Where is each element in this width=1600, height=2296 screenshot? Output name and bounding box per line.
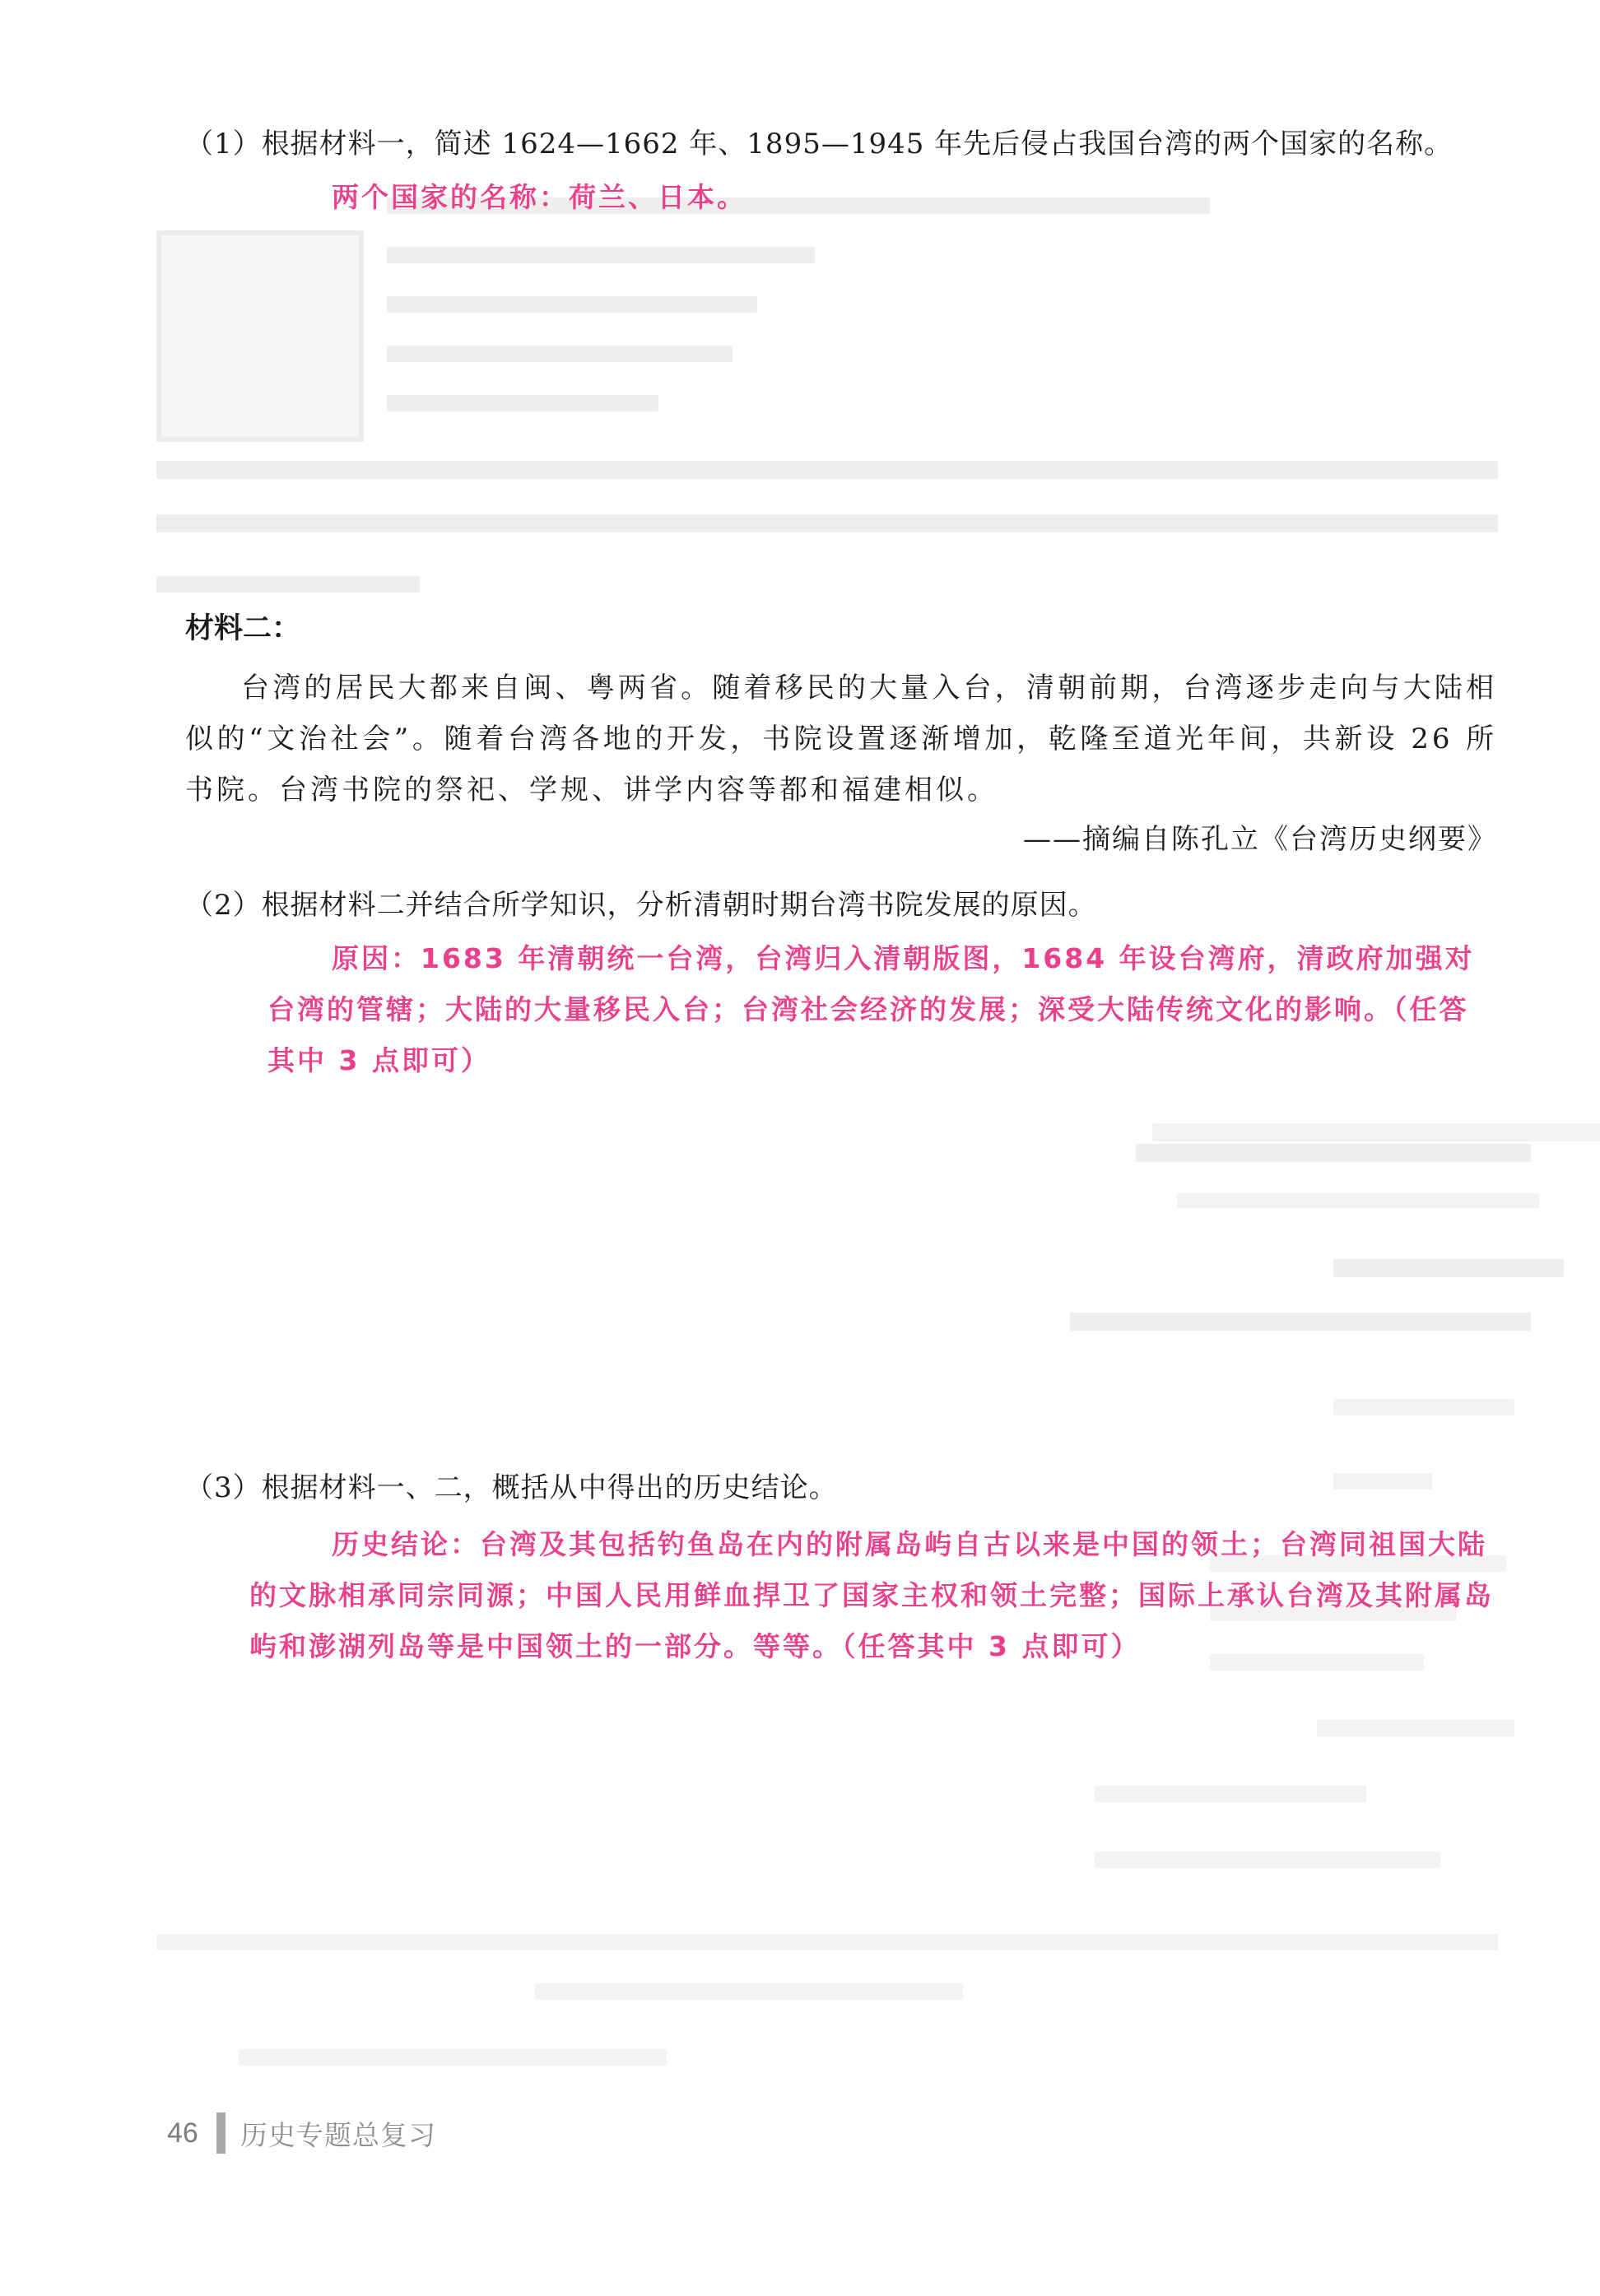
bleed-through-line <box>1095 1786 1366 1802</box>
bleed-through-line <box>387 296 757 313</box>
bleed-through-line <box>1333 1259 1564 1277</box>
bleed-through-line <box>156 1934 1498 1950</box>
bleed-through-line <box>387 395 658 411</box>
material-2-source: ——摘编自陈孔立《台湾历史纲要》 <box>1023 823 1497 856</box>
bleed-through-line <box>387 346 733 362</box>
material-2-heading: 材料二： <box>185 611 301 645</box>
page-footer <box>167 2108 436 2158</box>
bleed-through-line <box>1136 1144 1531 1162</box>
question-3-text: （3）根据材料一、二，概括从中得出的历史结论。 <box>185 1471 838 1504</box>
question-2-text: （2）根据材料二并结合所学知识，分析清朝时期台湾书院发展的原因。 <box>185 889 1097 922</box>
question-2-answer: 原因：1683 年清朝统一台湾，台湾归入清朝版图，1684 年设台湾府，清政府加强对台湾的管辖；大陆的大量移民入台；台湾社会经济的发展；深受大陆传统文化的影响。（任答其中 3 点即可） <box>267 942 1475 1076</box>
question-3-section <box>185 1463 1497 1672</box>
page-number: 46 <box>167 2117 198 2149</box>
question-1-text: （1）根据材料一，简述 1624—1662 年、1895—1945 年先后侵占我国台湾的两个国家的名称。 <box>185 128 1453 160</box>
bleed-through-line <box>1095 1313 1506 1327</box>
bleed-through-line <box>239 2049 667 2066</box>
bleed-through-line <box>1152 1123 1600 1141</box>
question-2-section <box>185 881 1497 1086</box>
bleed-through-image <box>156 230 364 442</box>
material-2-paragraph: 台湾的居民大都来自闽、粤两省。随着移民的大量入台，清朝前期，台湾逐步走向与大陆相似的“文治社会”。随着台湾各地的开发，书院设置逐渐增加，乾隆至道光年间，共新设 26 所书院。台湾书院的祭祀、学规、讲学内容等都和福建相似。 <box>185 672 1497 806</box>
question-3-answer: 历史结论：台湾及其包括钓鱼岛在内的附属岛屿自古以来是中国的领土；台湾同祖国大陆的文脉相承同宗同源；中国人民用鲜血捍卫了国家主权和领土完整；国际上承认台湾及其附属岛屿和澎湖列岛等是中国领土的一部分。等等。（任答其中 3 点即可） <box>249 1528 1494 1662</box>
question-1-answer: 两个国家的名称：荷兰、日本。 <box>332 181 747 213</box>
bleed-through-line <box>1333 1399 1514 1415</box>
bleed-through-line <box>387 247 815 263</box>
bleed-through-line <box>535 1983 963 2000</box>
footer-divider <box>216 2112 226 2154</box>
bleed-through-line <box>156 461 1498 479</box>
bleed-through-line <box>1317 1720 1514 1736</box>
bleed-through-line <box>1177 1193 1539 1208</box>
material-2-section <box>185 605 1497 863</box>
bleed-through-line <box>156 514 1498 532</box>
question-1-section <box>185 119 1497 223</box>
bleed-through-line <box>1095 1852 1440 1868</box>
book-title: 历史专题总复习 <box>240 2118 436 2151</box>
bleed-through-line <box>156 576 420 593</box>
